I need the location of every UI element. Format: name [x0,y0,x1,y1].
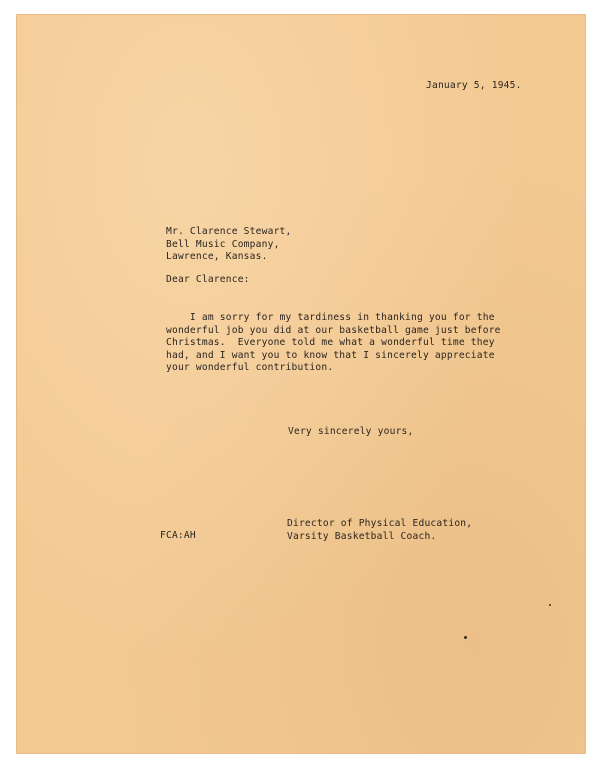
reference-initials: FCA:AH [160,530,196,541]
body-line: had, and I want you to know that I sincerely appreciate [166,349,495,361]
signature-block [287,518,472,543]
paper-speck [549,604,551,606]
recipient-company: Bell Music Company, [166,238,280,250]
recipient-city: Lawrence, Kansas. [166,251,268,262]
letter-date: January 5, 1945. [426,80,522,91]
signature-subtitle: Varsity Basketball Coach. [287,530,437,542]
body-line: I am sorry for my tardiness in thanking you for the [166,312,495,323]
letter-page [16,14,586,754]
body-line: your wonderful contribution. [166,362,334,373]
recipient-address [166,226,292,264]
salutation: Dear Clarence: [166,274,250,285]
body-line: wonderful job you did at our basketball game just before [166,324,501,336]
body-line: Christmas. Everyone told me what a wonderful time they [166,337,495,348]
signature-title: Director of Physical Education, [287,518,473,529]
paper-speck [464,636,467,639]
letter-body [166,312,501,375]
recipient-name: Mr. Clarence Stewart, [166,226,292,237]
complimentary-closing: Very sincerely yours, [288,426,414,437]
